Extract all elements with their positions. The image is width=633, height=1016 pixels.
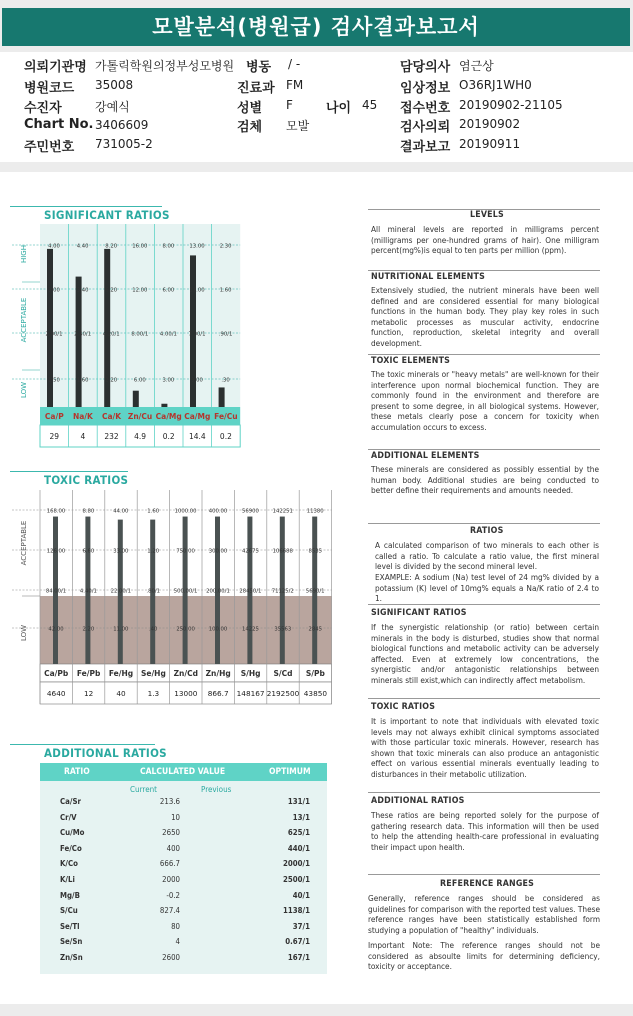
hospital-code-label: 병원코드 (24, 81, 75, 96)
ratio-name: Fe/Pb (76, 669, 101, 678)
additional-ratios-heading: ADDITIONAL RATIOS (371, 796, 465, 806)
ratios-rule (368, 523, 600, 524)
tick-label: 1.20 (147, 548, 160, 555)
band-label-acceptable: ACCEPTABLE (20, 520, 28, 566)
additional-ratio-row (40, 922, 327, 937)
ratios-example: EXAMPLE: A sodium (Na) test level of 24 mg% divided by a potassium (K) level of 10mg% equals a Na/K ratio of 2.4 to 1. (375, 572, 599, 604)
sig-ratios-heading: SIGNIFICANT RATIOS (371, 608, 467, 618)
row-ratio: S/Cu (60, 906, 78, 916)
tick-label: 4.40/1 (79, 588, 97, 595)
toxic-ratios-text: It is important to note that individuals with elevated toxic levels may not always exhibit clinical symptoms associated with those particular toxic minerals. However, research has shown that toxic minerals can also produce an antagonistic effect on various essential minerals eventually leading to disturbances in their metabolic utilization. (371, 716, 599, 779)
header-ratio: RATIO (64, 767, 90, 777)
tick-label: 11.00 (189, 287, 205, 294)
tick-label: 1.60 (219, 287, 232, 294)
tick-label: .80/1 (146, 588, 160, 595)
tick-label: 300.00 (208, 548, 228, 555)
ratio-value: 29 (49, 432, 60, 441)
tick-label: 33.00 (113, 548, 129, 555)
important-note: Important Note: The reference ranges should not be considered as absoulte limits for determining deficiency, toxicity or acceptance. (368, 940, 600, 972)
tick-label: 168.00 (46, 508, 66, 515)
band-label-high: HIGH (20, 244, 28, 264)
row-optimum: 40/1 (292, 890, 310, 900)
band-label-acceptable: ACCEPTABLE (20, 297, 28, 343)
row-optimum: 2500/1 (283, 875, 310, 884)
additional-ratios-text: These ratios are being reported solely for the purpose of gathering research data. This information will then be used to help the attending health-care professional in evaluating their impact upon health. (371, 810, 599, 852)
additional-ratio-row (40, 953, 327, 968)
ratio-name: Ca/Mg (155, 412, 182, 421)
sex-label: 성별 (237, 101, 263, 116)
additional-elements-text: These minerals are considered as possibly essential by the human body. Additional studies are being conducted to better define their requirements and amounts needed. (371, 464, 599, 496)
ratio-value: 12 (83, 689, 94, 698)
ratio-name: Ca/Mg (184, 412, 211, 421)
bar-ca-mg (161, 404, 167, 407)
tick-label: 2.20 (82, 626, 95, 633)
tick-label: 1.50 (48, 377, 60, 384)
tick-label: 42675 (241, 548, 259, 555)
chart-no-value: 3406609 (95, 118, 149, 132)
ratio-value: 148167 (236, 689, 265, 698)
row-current: 2000 (162, 875, 180, 884)
department-value: FM (286, 78, 304, 92)
toxic-elements-heading: TOXIC ELEMENTS (371, 356, 451, 366)
tick-label: 106688 (272, 548, 293, 555)
tick-label: 100.00 (208, 626, 228, 633)
tick-label: 8535 (308, 548, 322, 555)
tick-label: 3.00 (162, 377, 175, 384)
tick-label: .90/1 (218, 331, 233, 338)
toxic-ratios-chart (0, 488, 335, 732)
tick-label: 8.00/1 (131, 331, 149, 338)
row-optimum: 440/1 (287, 843, 310, 853)
tick-label: 2.00/1 (45, 331, 63, 338)
additional-ratio-row (40, 813, 327, 828)
resident-no-value: 731005-2 (95, 137, 153, 151)
additional-ratio-row (40, 859, 327, 874)
row-ratio: Se/Tl (60, 921, 80, 931)
ratio-value: 232 (104, 432, 119, 441)
tick-label: 1.60 (76, 377, 89, 384)
ward-value: / - (288, 57, 301, 71)
sex-value: F (286, 98, 293, 112)
tick-label: 5690/1 (305, 588, 325, 595)
tick-label: 4.40 (76, 243, 89, 250)
row-optimum: 2000/1 (283, 859, 310, 869)
tick-label: .30 (221, 377, 230, 384)
subheader-previous: Previous (201, 785, 232, 794)
row-current: 400 (166, 843, 180, 853)
ratio-name: Zn/Cd (173, 669, 198, 678)
sig-ratios-rule (368, 604, 600, 605)
ratio-value: 40 (116, 689, 126, 698)
tick-label: 7.00/1 (188, 331, 206, 338)
additional-ratio-row (40, 797, 327, 812)
additional-ratio-row (40, 828, 327, 843)
age-label: 나이 (326, 101, 352, 116)
tick-label: 12.00 (132, 287, 148, 294)
department-label: 진료과 (237, 81, 275, 96)
levels-text: All mineral levels are reported in milligrams percent (milligrams per one-hundred grams of hair). One milligram percent(mg%)is equal to ten parts per million (ppm). (371, 224, 599, 256)
toxic-elements-text: The toxic minerals or "heavy metals" are well-known for their interference upon normal biochemical function. They are commonly found in the environment and therefore are present to some degree, in all biological systems. However, these metals clearly pose a concern for toxicity when accumulation occurs to excess. (371, 369, 599, 432)
toxic-ratios-title: TOXIC RATIOS (44, 473, 129, 487)
tick-label: 4.20/1 (102, 331, 120, 338)
tick-label: 3.40 (76, 287, 89, 294)
ratios-text: A calculated comparison of two minerals to each other is called a ratio. To calculate a ratio value, the first mineral level is divided by the second mineral level. (375, 540, 599, 572)
tick-label: 3.00 (191, 377, 203, 384)
tick-label: 8.20 (105, 243, 118, 250)
additional-elements-heading: ADDITIONAL ELEMENTS (371, 451, 480, 461)
band-label-low: LOW (20, 381, 28, 399)
tick-label: 11380 (306, 508, 324, 515)
row-optimum: 1138/1 (283, 906, 310, 916)
tick-label: 126.00 (46, 548, 66, 555)
row-ratio: Mg/B (60, 890, 80, 900)
row-current: 827.4 (159, 906, 180, 916)
tick-label: 22.00/1 (110, 588, 131, 595)
tick-label: 11.00 (113, 626, 129, 633)
levels-heading: LEVELS (470, 210, 504, 220)
report-title: 모발분석(병원급) 검사결과보고서 (2, 8, 630, 46)
ratio-name: Zn/Cu (127, 412, 153, 421)
tick-label: 750.00 (176, 548, 195, 555)
sig-ratios-text: If the synergistic relationship (or ratio) between certain minerals in the body is disturbed, studies show that normal biological functions and metabolic activity can be adversely affected. Even at extremely low concentrations, the synergistic and/or antagonistic relationships between minerals still exist,which can indirectly affect metabolism. (371, 622, 599, 685)
ratio-name: Fe/Cu (214, 412, 238, 421)
significant-ratios-chart (0, 222, 250, 472)
row-optimum: 625/1 (287, 828, 310, 838)
ratio-value: 4.9 (134, 432, 147, 441)
tick-label: 28450/1 (239, 588, 262, 595)
clinical-info-value: O36RJ1WH0 (459, 78, 532, 92)
row-current: 666.7 (159, 859, 180, 869)
tick-label: 71125/2 (271, 588, 294, 595)
ward-label: 병동 (246, 60, 272, 75)
reference-rule (368, 874, 600, 875)
bar-na-k (76, 277, 82, 407)
tick-label: 84.00/1 (45, 588, 67, 595)
toxic-ratios-rule (368, 698, 600, 699)
toxic-title-rule (10, 471, 128, 472)
row-ratio: K/Li (60, 875, 75, 884)
ratio-value: 43850 (303, 689, 328, 698)
ratio-value: 866.7 (207, 689, 229, 698)
resident-no-label: 주민번호 (24, 140, 75, 155)
receipt-no-value: 20190902-21105 (459, 98, 563, 112)
row-optimum: 37/1 (292, 921, 310, 931)
hospital-code-value: 35008 (95, 78, 134, 92)
tick-label: 250.00 (176, 626, 195, 633)
row-ratio: K/Co (60, 859, 78, 869)
ratio-value: 4 (80, 432, 86, 441)
additional-ratios-title: ADDITIONAL RATIOS (44, 746, 167, 760)
nutritional-rule (368, 270, 600, 271)
reference-text: Generally, reference ranges should be considered as guidelines for comparison with the reported test values. These reference ranges have been statistically established form studying a population of "healthy" individuals. (368, 893, 600, 935)
row-ratio: Zn/Sn (60, 953, 83, 962)
row-ratio: Ca/Sr (60, 797, 81, 806)
tick-label: 13.00 (189, 243, 205, 250)
additional-title-rule (10, 744, 155, 745)
tick-label: 500.00/1 (173, 588, 198, 595)
row-current: 213.6 (159, 797, 180, 806)
institution-label: 의뢰기관명 (24, 60, 87, 75)
tick-label: 6.60 (82, 548, 95, 555)
ratio-name: S/Pb (305, 669, 325, 678)
ratio-value: 2192500 (266, 689, 300, 698)
ratio-name: S/Cd (273, 669, 293, 678)
additional-ratio-row (40, 906, 327, 921)
additional-elements-rule (368, 449, 600, 450)
significant-title-rule (10, 206, 162, 207)
toxic-elements-rule (368, 354, 600, 355)
subheader-current: Current (130, 785, 157, 794)
row-ratio: Cu/Mo (60, 828, 85, 838)
row-optimum: 0.67/1 (285, 937, 310, 947)
tick-label: 8.00 (162, 243, 175, 250)
row-optimum: 131/1 (287, 797, 310, 806)
ratio-name: Ca/P (44, 412, 64, 421)
tick-label: 1.60 (147, 508, 160, 515)
scanned-report-page (0, 172, 633, 1004)
tick-label: 142251 (272, 508, 293, 515)
row-current: 4 (175, 937, 180, 947)
bar-fe-cu (219, 387, 225, 407)
tick-label: 6.20 (105, 287, 118, 294)
additional-ratios-rule (368, 792, 600, 793)
band-label-low: LOW (20, 624, 28, 642)
chart-no-label: Chart No. (24, 117, 94, 132)
toxic-ratios-heading: TOXIC RATIOS (371, 702, 436, 712)
additional-ratio-row (40, 891, 327, 906)
result-report-label: 결과보고 (400, 140, 451, 155)
bar-zn-cu (133, 391, 139, 407)
receipt-no-label: 접수번호 (400, 101, 451, 116)
tick-label: 4.00/1 (159, 331, 177, 338)
tick-label: 44.00 (113, 508, 129, 515)
row-current: 2600 (162, 953, 180, 962)
physician-value: 염근상 (459, 59, 494, 73)
tick-label: 42.00 (48, 626, 64, 633)
row-ratio: Cr/V (60, 812, 77, 822)
tick-label: 16.00 (132, 243, 148, 250)
ratio-name: Se/Hg (140, 669, 166, 678)
row-optimum: 167/1 (287, 953, 310, 962)
tick-label: 200.00/1 (206, 588, 230, 595)
tick-label: 2.20 (105, 377, 118, 384)
row-current: 80 (171, 921, 180, 931)
recipient-value: 강예식 (95, 100, 130, 114)
ratio-name: Ca/Pb (44, 669, 69, 678)
nutritional-heading: NUTRITIONAL ELEMENTS (371, 272, 485, 282)
tick-label: 400.00 (208, 508, 228, 515)
ratios-heading: RATIOS (470, 526, 504, 536)
ratio-value: 1.3 (147, 689, 160, 698)
tick-label: 2845 (308, 626, 322, 633)
tick-label: 56900 (241, 508, 259, 515)
additional-ratio-row (40, 844, 327, 859)
tick-label: 3.00 (48, 287, 60, 294)
tick-label: .40 (148, 626, 158, 633)
ratio-name: Zn/Hg (205, 669, 231, 678)
ratio-value: 0.2 (162, 432, 175, 441)
recipient-label: 수진자 (24, 101, 62, 116)
specimen-label: 검체 (237, 120, 263, 135)
row-optimum: 13/1 (292, 812, 310, 822)
additional-ratio-row (40, 937, 327, 952)
ratio-value: 4640 (46, 689, 66, 698)
ratio-value: 13000 (174, 689, 198, 698)
row-ratio: Fe/Co (60, 843, 82, 853)
ratio-name: Na/K (72, 412, 93, 421)
institution-value: 가톨릭학원의정부성모병원 (95, 59, 235, 73)
additional-ratio-row (40, 875, 327, 890)
test-request-value: 20190902 (459, 117, 521, 131)
tick-label: 1000.00 (174, 508, 197, 515)
additional-ratios-panel (40, 763, 327, 974)
tick-label: 6.00 (133, 377, 146, 384)
reference-heading: REFERENCE RANGES (440, 879, 535, 889)
tick-label: 2.40/1 (74, 331, 92, 338)
tick-label: 35563 (274, 626, 292, 633)
tick-label: 6.00 (162, 287, 175, 294)
ratio-name: S/Hg (240, 669, 261, 678)
header-optimum: OPTIMUM (269, 767, 311, 777)
ratio-name: Ca/K (101, 412, 122, 421)
clinical-info-label: 임상정보 (400, 81, 451, 96)
age-value: 45 (362, 98, 378, 112)
tick-label: 4.00 (48, 243, 60, 250)
header-calculated-value: CALCULATED VALUE (140, 767, 226, 777)
tick-label: 8.80 (82, 508, 95, 515)
row-current: -0.2 (166, 890, 180, 900)
toxic-ratios-svg (0, 488, 335, 732)
specimen-value: 모발 (286, 119, 310, 133)
tick-label: 14225 (241, 626, 259, 633)
row-current: 10 (171, 812, 180, 822)
ratio-value: 0.2 (219, 432, 232, 441)
ratio-name: Fe/Hg (108, 669, 134, 678)
row-ratio: Se/Sn (60, 937, 83, 947)
ratio-value: 14.4 (188, 432, 206, 441)
patient-info-panel (0, 52, 633, 162)
nutritional-text: Extensively studied, the nutrient minerals have been well defined and are considered essential for many biological functions in the human body. They play key roles in such metabolic processes as muscular activity, endocrine function, reproduction, skeletal integrity and overall development. (371, 285, 599, 348)
tick-label: 2.30 (219, 243, 232, 250)
result-report-value: 20190911 (459, 137, 521, 151)
test-request-label: 검사의뢰 (400, 120, 451, 135)
significant-ratios-title: SIGNIFICANT RATIOS (44, 208, 170, 222)
physician-label: 담당의사 (400, 60, 451, 75)
significant-ratios-svg (0, 222, 250, 472)
row-current: 2650 (162, 828, 180, 838)
